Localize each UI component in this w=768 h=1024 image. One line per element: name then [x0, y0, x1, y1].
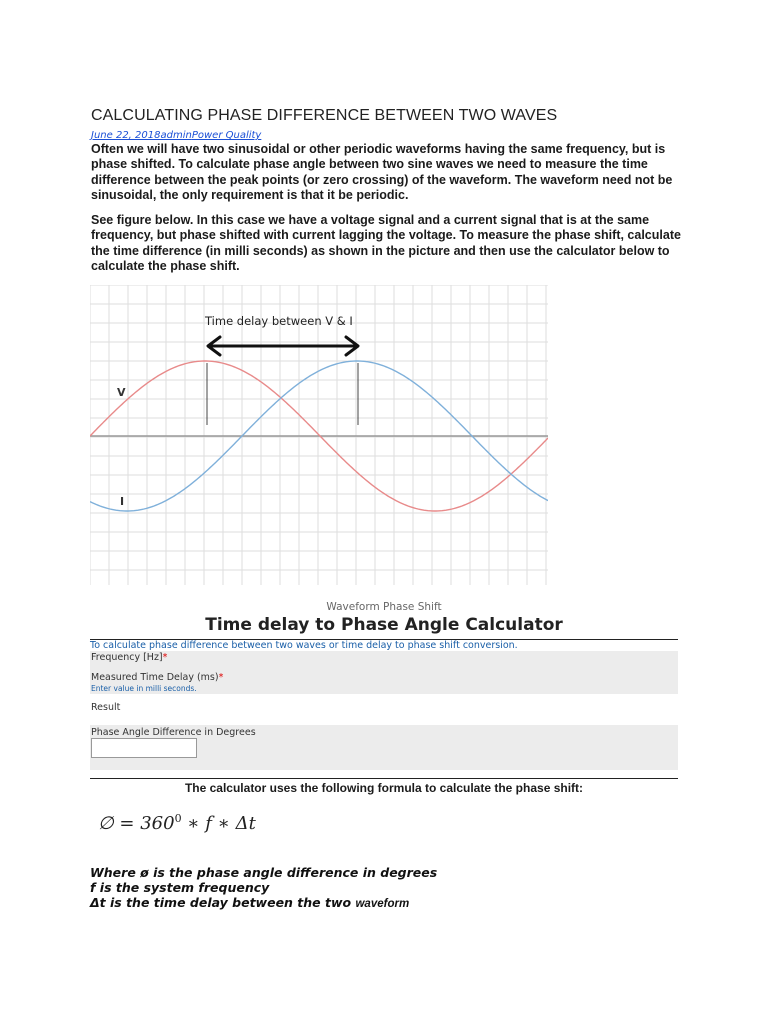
voltage-label: V [117, 386, 126, 399]
intro-paragraph: Often we will have two sinusoidal or other periodic waveforms having the same frequency, but is phase shifted. To calculate phase angle between two sine waves we need to measure the time difference between the peak points (or zero crossing) of the waveform. The waveform need not be sinusoidal, the only requirement is that it be periodic. [91, 142, 673, 202]
waveform-figure [90, 285, 548, 585]
formula-rhs: ∗ f ∗ Δt [181, 813, 256, 834]
frequency-field[interactable] [91, 652, 167, 663]
time-delay-field[interactable] [91, 672, 223, 683]
calculator-description: To calculate phase difference between two waves or time delay to phase shift conversion. [90, 640, 518, 651]
phase-formula [98, 812, 256, 834]
formula-intro: The calculator uses the following formula to calculate the phase shift: [184, 781, 584, 795]
calculator-title: Time delay to Phase Angle Calculator [205, 615, 563, 635]
current-label: I [120, 495, 125, 508]
figure-caption: Waveform Phase Shift [326, 601, 442, 613]
time-delay-label: Measured Time Delay (ms) [91, 672, 219, 683]
frequency-label: Frequency [Hz] [91, 652, 163, 663]
time-delay-annotation: Time delay between V & I [205, 314, 353, 328]
result-heading: Result [91, 702, 121, 713]
definition-frequency: f is the system frequency [90, 880, 270, 895]
post-meta [91, 129, 261, 142]
calculator-divider-bottom [90, 778, 678, 779]
definition-time-delay-main: Δt is the time delay between the two [90, 895, 356, 910]
definition-phase: Where ø is the phase angle difference in degrees [90, 865, 438, 880]
formula-exponent: 0 [174, 812, 182, 825]
post-category-link[interactable]: Power Quality [191, 130, 262, 141]
post-author-link[interactable]: admin [160, 130, 192, 141]
page-title: CALCULATING PHASE DIFFERENCE BETWEEN TWO WAVES [91, 107, 558, 124]
post-date-link[interactable]: June 22, 2018 [91, 130, 161, 141]
definition-time-delay-tail: waveform [355, 898, 410, 910]
definition-time-delay [90, 895, 409, 912]
formula-lhs: ∅ = 360 [98, 813, 175, 834]
phase-angle-label: Phase Angle Difference in Degrees [91, 727, 256, 738]
figure-paragraph: See figure below. In this case we have a voltage signal and a current signal that is at the same frequency, but phase shifted with current lagging the voltage. To measure the phase shift, calculate the time difference (in milli seconds) as shown in the picture and then use the calculator below to calculate the phase shift. [91, 213, 681, 273]
phase-angle-output[interactable] [91, 738, 197, 758]
required-mark: * [218, 672, 224, 683]
time-delay-hint: Enter value in milli seconds. [91, 684, 197, 693]
required-mark: * [162, 652, 168, 663]
